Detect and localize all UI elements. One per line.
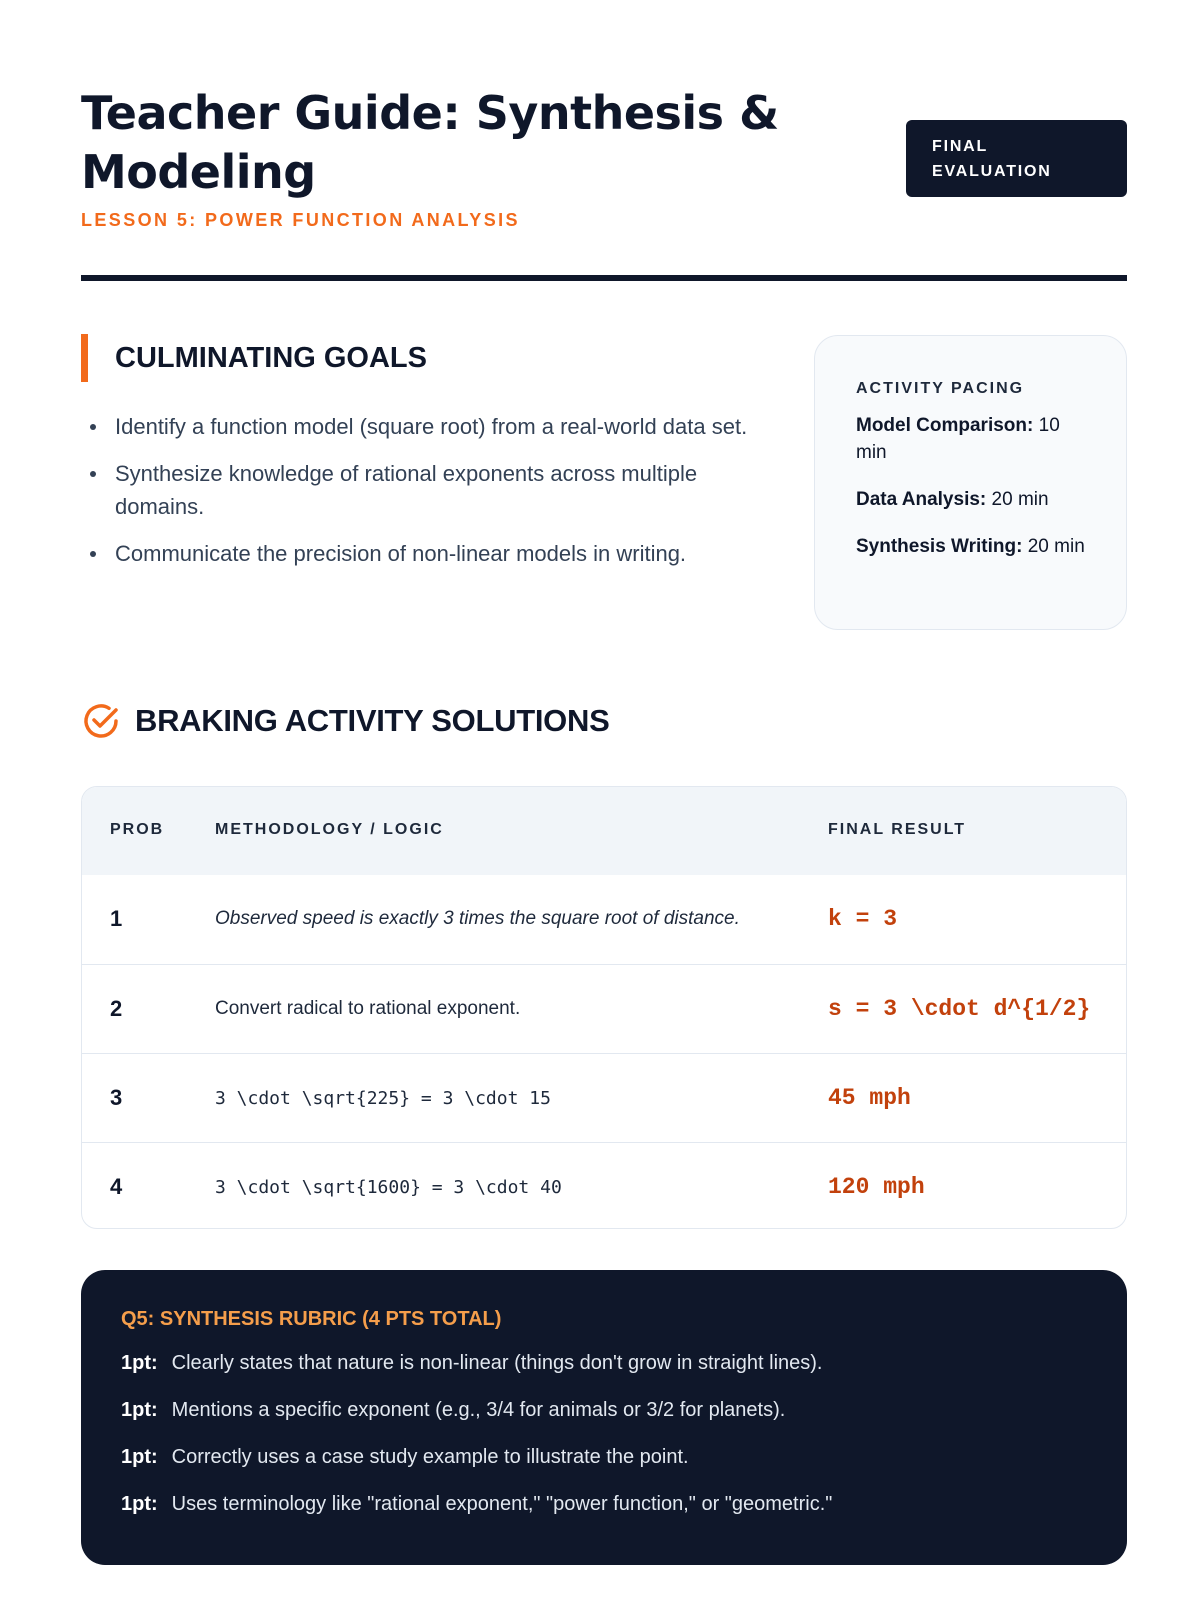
lesson-subtitle: LESSON 5: POWER FUNCTION ANALYSIS bbox=[81, 210, 520, 230]
goals-list bbox=[81, 410, 761, 570]
rubric-item bbox=[121, 1443, 1087, 1471]
column-header-prob: PROB bbox=[110, 821, 165, 838]
accent-bar bbox=[81, 334, 88, 382]
rubric-text: Mentions a specific exponent (e.g., 3/4 for animals or 3/2 for planets). bbox=[171, 1399, 786, 1421]
prob-number: 1 bbox=[110, 906, 123, 931]
goal-text: Identify a function model (square root) from a real-world data set. bbox=[115, 414, 748, 439]
pacing-value: 20 min bbox=[1027, 536, 1085, 557]
pacing-item-synthesis-writing bbox=[856, 533, 1086, 560]
rubric-text: Clearly states that nature is non-linear (things don't grow in straight lines). bbox=[171, 1352, 823, 1374]
activity-pacing-card bbox=[814, 335, 1127, 630]
goal-text: Synthesize knowledge of rational exponents across multiple domains. bbox=[115, 461, 698, 519]
prob-number: 4 bbox=[110, 1174, 123, 1199]
rubric-item bbox=[121, 1490, 1087, 1518]
list-item bbox=[115, 537, 761, 570]
table-row bbox=[82, 964, 1126, 1053]
table-row bbox=[82, 875, 1126, 964]
final-result: 120 mph bbox=[828, 1174, 925, 1200]
methodology-text: 3 \cdot \sqrt{1600} = 3 \cdot 40 bbox=[215, 1176, 562, 1198]
final-result: s = 3 \cdot d^{1/2} bbox=[828, 996, 1091, 1022]
goal-text: Communicate the precision of non-linear models in writing. bbox=[115, 541, 687, 566]
final-evaluation-badge: FINAL EVALUATION bbox=[906, 120, 1127, 197]
pacing-label: Model Comparison: bbox=[856, 415, 1034, 436]
header-divider bbox=[81, 275, 1127, 281]
page-title: Teacher Guide: Synthesis & Modeling bbox=[81, 86, 779, 199]
bullet-icon bbox=[90, 551, 96, 557]
culminating-goals-section bbox=[81, 334, 761, 584]
list-item bbox=[115, 410, 761, 443]
final-result: 45 mph bbox=[828, 1085, 911, 1111]
pacing-value: 20 min bbox=[991, 489, 1049, 510]
methodology-text: 3 \cdot \sqrt{225} = 3 \cdot 15 bbox=[215, 1087, 551, 1109]
solutions-table bbox=[81, 786, 1127, 1229]
braking-heading bbox=[81, 700, 609, 742]
pacing-label: Synthesis Writing: bbox=[856, 536, 1023, 557]
bullet-icon bbox=[90, 424, 96, 430]
table-row bbox=[82, 1053, 1126, 1142]
column-header-methodology: METHODOLOGY / LOGIC bbox=[215, 821, 444, 838]
methodology-text: Observed speed is exactly 3 times the square root of distance. bbox=[215, 908, 740, 929]
list-item bbox=[115, 457, 761, 523]
bullet-icon bbox=[90, 471, 96, 477]
page-header bbox=[81, 84, 1127, 284]
rubric-item bbox=[121, 1396, 1087, 1424]
table-row bbox=[82, 1142, 1126, 1229]
rubric-points: 1pt: bbox=[121, 1352, 158, 1374]
pacing-title: ACTIVITY PACING bbox=[856, 380, 1025, 397]
rubric-points: 1pt: bbox=[121, 1493, 158, 1515]
synthesis-rubric-card bbox=[81, 1270, 1127, 1565]
pacing-value: 10 min bbox=[856, 415, 1060, 463]
rubric-item bbox=[121, 1349, 1087, 1377]
goals-heading bbox=[81, 334, 761, 382]
prob-number: 2 bbox=[110, 996, 123, 1021]
final-result: k = 3 bbox=[828, 906, 898, 932]
rubric-title: Q5: SYNTHESIS RUBRIC (4 PTS TOTAL) bbox=[121, 1308, 502, 1330]
column-header-result: FINAL RESULT bbox=[828, 821, 967, 838]
methodology-text: Convert radical to rational exponent. bbox=[215, 998, 521, 1019]
table-header bbox=[82, 787, 1126, 875]
pacing-item-data-analysis bbox=[856, 486, 1086, 513]
pacing-item-model-comparison bbox=[856, 412, 1086, 466]
rubric-points: 1pt: bbox=[121, 1446, 158, 1468]
check-circle-icon bbox=[81, 701, 121, 741]
rubric-text: Uses terminology like "rational exponent," "power function," or "geometric." bbox=[171, 1493, 833, 1515]
goals-heading-text: CULMINATING GOALS bbox=[115, 341, 427, 374]
prob-number: 3 bbox=[110, 1085, 123, 1110]
pacing-label: Data Analysis: bbox=[856, 489, 987, 510]
braking-heading-text: BRAKING ACTIVITY SOLUTIONS bbox=[135, 703, 610, 738]
rubric-points: 1pt: bbox=[121, 1399, 158, 1421]
rubric-text: Correctly uses a case study example to illustrate the point. bbox=[171, 1446, 689, 1468]
